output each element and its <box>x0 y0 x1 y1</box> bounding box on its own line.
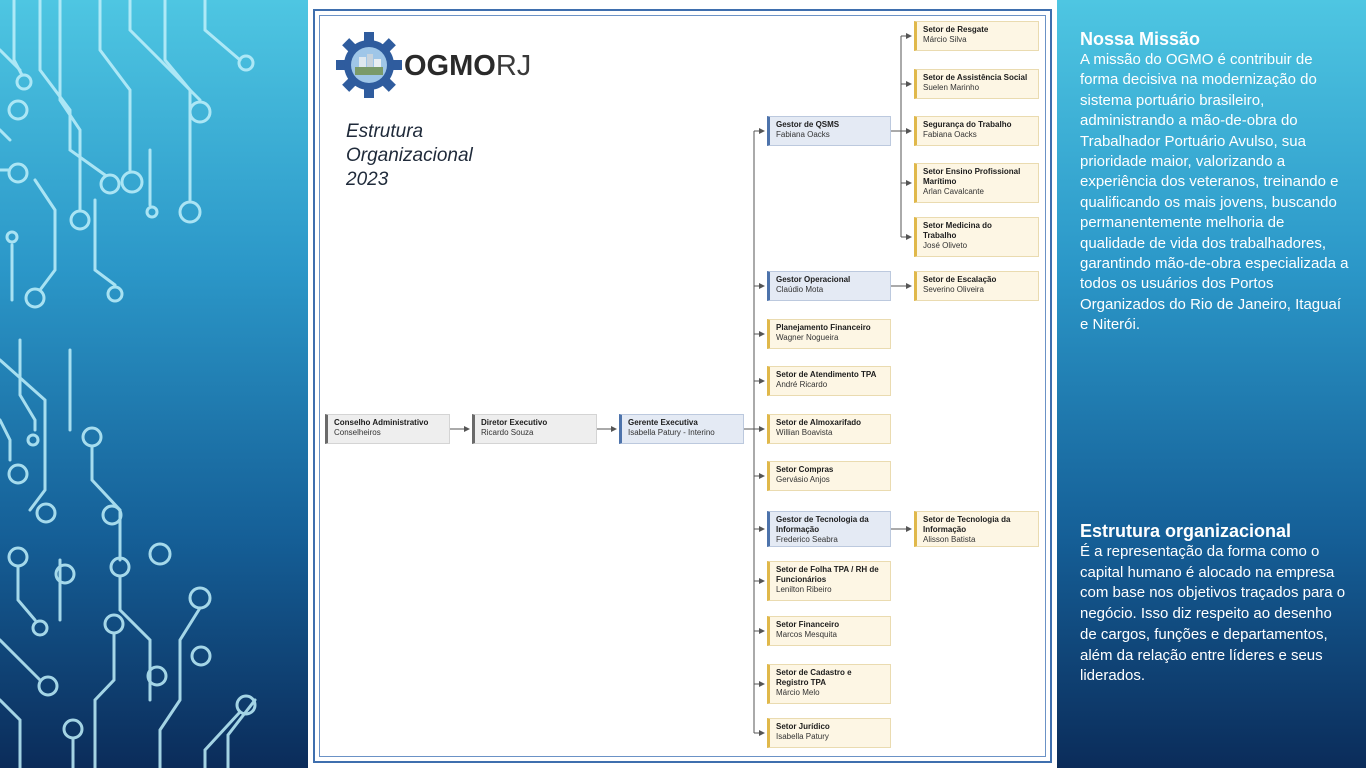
box-title: Setor Financeiro <box>776 620 840 629</box>
box-person: Fabiana Oacks <box>923 130 977 139</box>
box-person: Frederico Seabra <box>776 535 838 544</box>
box-title: Gerente Executiva <box>628 418 698 427</box>
structure-text: É a representação da forma como o capital humano é alocado na empresa com base nos objetivos traçados para o negócio. Isso diz respeito ao desenho de cargos, funções e departamentos, além da relação entre líderes e seus liderados. <box>1080 543 1346 685</box>
box-title-cont: Marítimo <box>923 177 957 186</box>
box-title-cont: Informação <box>776 525 820 534</box>
box-person: Suelen Marinho <box>923 83 980 92</box>
box-setor-assistencia <box>914 69 1039 99</box>
box-title: Setor Ensino Profissional <box>923 167 1021 176</box>
box-folha <box>767 561 891 601</box>
box-almoxarifado <box>767 414 891 444</box>
box-person: Márcio Silva <box>923 35 967 44</box>
box-gestor-qsms <box>767 116 891 146</box>
box-title: Setor Jurídico <box>776 722 830 731</box>
box-title: Gestor de QSMS <box>776 120 840 129</box>
box-gestor-operacional <box>767 271 891 301</box>
box-title-cont: Funcionários <box>776 575 827 584</box>
box-person: Claúdio Mota <box>776 285 824 294</box>
box-person: Ricardo Souza <box>481 428 534 437</box>
box-person: Willian Boavista <box>776 428 833 437</box>
box-title-cont: Informação <box>923 525 967 534</box>
box-title: Setor de Resgate <box>923 25 989 34</box>
box-cadastro <box>767 664 891 704</box>
box-person: Lenilton Ribeiro <box>776 585 832 594</box>
circuit-decoration <box>0 0 308 768</box>
box-title: Setor de Folha TPA / RH de <box>776 565 879 574</box>
box-person: André Ricardo <box>776 380 828 389</box>
box-title: Diretor Executivo <box>481 418 548 427</box>
box-person: José Oliveto <box>923 241 968 250</box>
box-title: Segurança do Trabalho <box>923 120 1012 129</box>
box-person: Márcio Melo <box>776 688 820 697</box>
box-gestor-ti <box>767 511 891 547</box>
box-atendimento <box>767 366 891 396</box>
box-person: Marcos Mesquita <box>776 630 837 639</box>
structure-heading: Estrutura organizacional <box>1080 521 1292 541</box>
mission-heading: Nossa Missão <box>1080 29 1201 49</box>
box-title: Setor de Tecnologia da <box>923 515 1011 524</box>
box-person: Fabiana Oacks <box>776 130 830 139</box>
chart-title-line-2: Organizacional <box>346 145 473 166</box>
box-person: Arlan Cavalcante <box>923 187 984 196</box>
box-juridico <box>767 718 891 748</box>
box-title: Setor de Almoxarifado <box>776 418 862 427</box>
box-person: Conselheiros <box>334 428 381 437</box>
box-conselho <box>325 414 450 444</box>
box-person: Alisson Batista <box>923 535 976 544</box>
box-planejamento <box>767 319 891 349</box>
mission-text: A missão do OGMO é contribuir de forma decisiva na modernização do sistema portuário brasileiro, administrando a mão-de-obra do Trabalhador Portuário Avulso, sua prioridade maior, valorizando a experiência dos veteranos, treinando e qualificando os mais jovens, buscando permanentemente melhoria de qualidade de vida dos trabalhadores, garantindo mão-de-obra especializada a todos os usuários dos Portos Organizados do Rio de Janeiro, Itaguaí e Niterói. <box>1080 51 1349 334</box>
box-setor-ti <box>914 511 1039 547</box>
chart-title-line-3: 2023 <box>346 169 389 190</box>
box-seguranca <box>914 116 1039 146</box>
box-gerente <box>619 414 744 444</box>
box-person: Isabella Patury <box>776 732 829 741</box>
box-person: Gervásio Anjos <box>776 475 830 484</box>
box-compras <box>767 461 891 491</box>
box-title: Setor de Assistência Social <box>923 73 1028 82</box>
box-title: Setor de Cadastro e <box>776 668 852 677</box>
box-financeiro <box>767 616 891 646</box>
box-title-cont: Trabalho <box>923 231 957 240</box>
box-title: Setor de Atendimento TPA <box>776 370 877 379</box>
mission-section <box>1080 28 1350 336</box>
structure-section <box>1080 520 1352 687</box>
box-setor-resgate <box>914 21 1039 51</box>
box-title: Gestor de Tecnologia da <box>776 515 869 524</box>
org-chart-slide <box>308 0 1057 768</box>
box-title: Setor de Escalação <box>923 275 997 284</box>
box-medicina <box>914 217 1039 257</box>
box-title-cont: Registro TPA <box>776 678 827 687</box>
box-person: Isabella Patury - Interino <box>628 428 715 437</box>
chart-title-line-1: Estrutura <box>346 121 424 142</box>
logo-brand-light: RJ <box>495 50 532 82</box>
logo-brand-bold: OGMO <box>404 50 496 82</box>
box-person: Wagner Nogueira <box>776 333 839 342</box>
box-person: Severino Oliveira <box>923 285 984 294</box>
box-title: Setor Medicina do <box>923 221 992 230</box>
box-diretor <box>472 414 597 444</box>
box-ensino <box>914 163 1039 203</box>
box-title: Setor Compras <box>776 465 834 474</box>
box-setor-escalacao <box>914 271 1039 301</box>
box-title: Gestor Operacional <box>776 275 851 284</box>
box-title: Conselho Administrativo <box>334 418 429 427</box>
box-title: Planejamento Financeiro <box>776 323 871 332</box>
